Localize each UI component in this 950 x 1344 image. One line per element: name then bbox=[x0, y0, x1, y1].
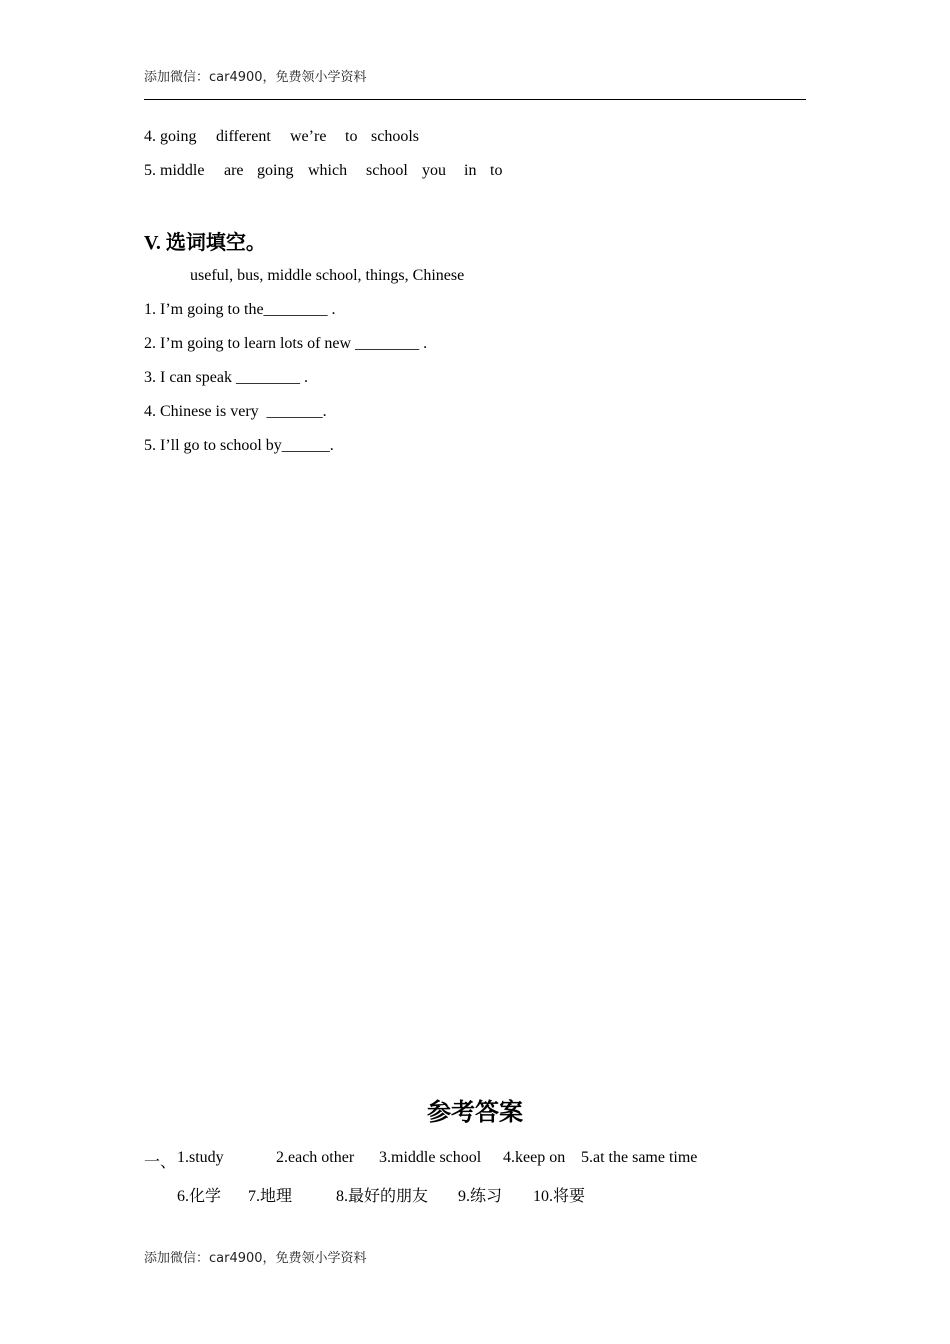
fill-item-1: 1. I’m going to the________ . bbox=[144, 301, 336, 318]
page-header: 添加微信：car4900，免费领小学资料 bbox=[144, 70, 367, 85]
answer-item: 6.化学 bbox=[177, 1188, 222, 1205]
word: to bbox=[345, 128, 358, 145]
fill-item-4: 4. Chinese is very _______. bbox=[144, 403, 327, 420]
header-divider bbox=[144, 99, 806, 100]
word: going bbox=[257, 162, 294, 179]
answer-key-title: 参考答案 bbox=[427, 1100, 523, 1126]
word: schools bbox=[371, 128, 419, 145]
word: going bbox=[160, 128, 197, 145]
word: we’re bbox=[290, 128, 327, 145]
answer-item: 3.middle school bbox=[379, 1149, 482, 1166]
answer-item: 4.keep on bbox=[503, 1149, 566, 1166]
fill-item-5: 5. I’ll go to school by______. bbox=[144, 437, 334, 454]
fill-item-3: 3. I can speak ________ . bbox=[144, 369, 308, 386]
fill-item-2: 2. I’m going to learn lots of new ________ . bbox=[144, 335, 428, 352]
word: are bbox=[224, 162, 244, 179]
answer-item: 1.study bbox=[177, 1149, 224, 1166]
word: middle bbox=[160, 162, 205, 179]
answer-item: 2.each other bbox=[276, 1149, 355, 1166]
answer-item: 9.练习 bbox=[458, 1188, 503, 1205]
item-number: 5. bbox=[144, 162, 156, 179]
section-v-title: V. 选词填空。 bbox=[144, 232, 266, 254]
answer-item: 8.最好的朋友 bbox=[336, 1188, 429, 1205]
word-bank: useful, bus, middle school, things, Chinese bbox=[190, 267, 465, 284]
page-footer: 添加微信：car4900，免费领小学资料 bbox=[144, 1251, 367, 1266]
item-number: 4. bbox=[144, 128, 156, 145]
word: which bbox=[308, 162, 348, 179]
word: to bbox=[490, 162, 503, 179]
answer-item: 10.将要 bbox=[533, 1188, 586, 1205]
answer-item: 5.at the same time bbox=[581, 1149, 698, 1166]
answer-item: 7.地理 bbox=[248, 1188, 293, 1205]
word: school bbox=[366, 162, 408, 179]
word: you bbox=[422, 162, 446, 179]
answer-prefix: 一、 bbox=[144, 1154, 177, 1171]
word: in bbox=[464, 162, 477, 179]
word: different bbox=[216, 128, 271, 145]
